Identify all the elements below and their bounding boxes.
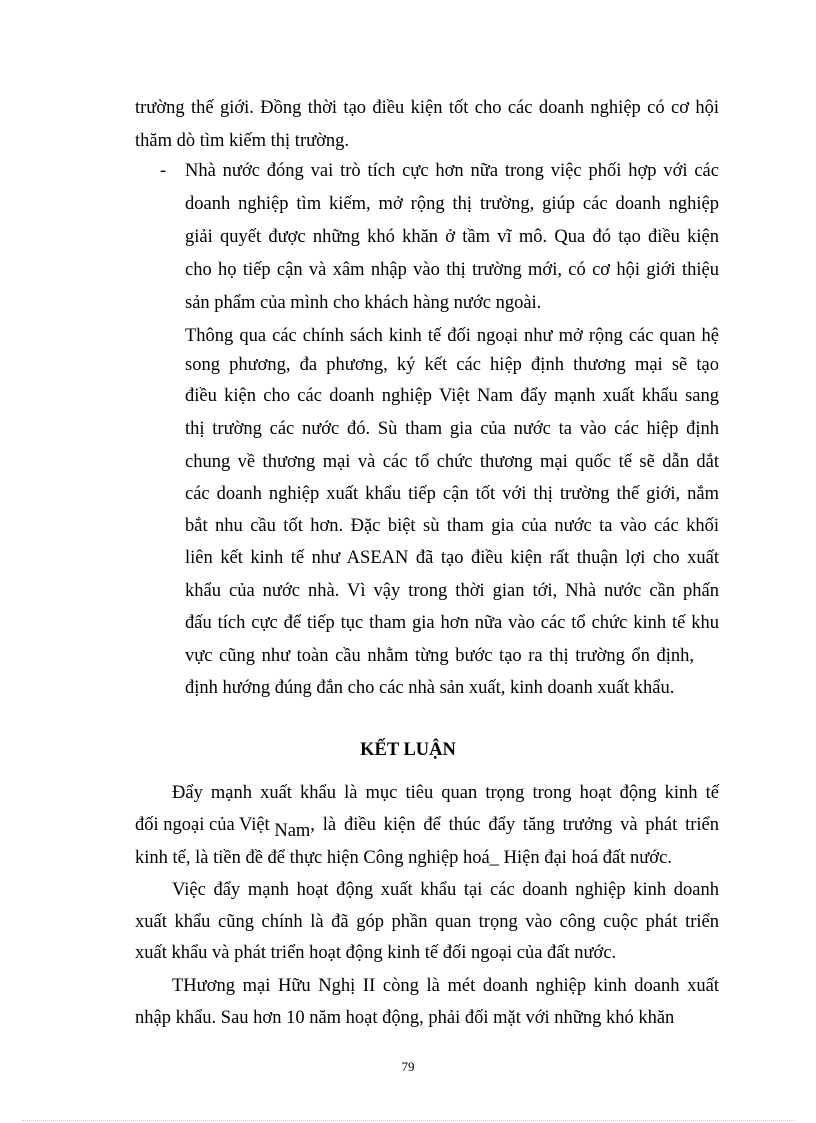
bullet-item-line: cho họ tiếp cận và xâm nhập vào thị trường mới, có cơ hội giới thiệu xyxy=(185,260,719,280)
bullet-item-line: giải quyết được những khó khăn ở tầm vĩ mô. Qua đó tạo điều kiện xyxy=(185,227,719,247)
section-heading: KẾT LUẬN xyxy=(360,740,456,760)
paragraph-line: kinh tế, là tiền đề để thực hiện Công nghiệp hoá_ Hiện đại hoá đất nước. xyxy=(135,848,672,868)
bullet-item-line: doanh nghiệp tìm kiếm, mở rộng thị trường, giúp các doanh nghiệp xyxy=(185,194,719,214)
paragraph-line: THương mại Hữu Nghị II còng là mét doanh nghiệp kinh doanh xuất xyxy=(172,976,719,996)
paragraph-line xyxy=(135,814,719,841)
paragraph-line: thăm dò tìm kiếm thị trường. xyxy=(135,131,350,151)
paragraph-line: Đẩy mạnh xuất khẩu là mục tiêu quan trọng trong hoạt động kinh tế xyxy=(172,783,719,803)
paragraph-line: định hướng đúng đắn cho các nhà sản xuất, kinh doanh xuất khẩu. xyxy=(185,678,675,698)
text-segment: , là điều kiện để thúc đẩy tăng trưởng và phát triển xyxy=(310,815,719,835)
paragraph-line: trường thế giới. Đồng thời tạo điều kiện tốt cho các doanh nghiệp có cơ hội xyxy=(135,98,719,118)
page-number: 79 xyxy=(401,1059,415,1074)
paragraph-line: song phương, đa phương, ký kết các hiệp định thương mại sẽ tạo xyxy=(185,355,719,375)
paragraph-line: điều kiện cho các doanh nghiệp Việt Nam đẩy mạnh xuất khẩu sang xyxy=(185,386,719,406)
lowered-text: Nam xyxy=(274,821,311,841)
paragraph-line: thị trường các nước đó. Sù tham gia của nước ta vào các hiệp định xyxy=(185,419,719,439)
paragraph-line: xuất khẩu và phát triển hoạt động kinh tế đối ngoại của đất nước. xyxy=(135,943,617,963)
paragraph-line: chung về thương mại và các tổ chức thương mại quốc tế sẽ dẫn dắt xyxy=(185,452,719,472)
bullet-item-line: Nhà nước đóng vai trò tích cực hơn nữa trong việc phối hợp với các xyxy=(185,161,719,181)
paragraph-line: Việc đẩy mạnh hoạt động xuất khẩu tại các doanh nghiệp kinh doanh xyxy=(172,880,719,900)
bullet-marker: - xyxy=(160,161,167,181)
paragraph-line: bắt nhu cầu tốt hơn. Đặc biệt sù tham gia của nước ta vào các khối xyxy=(185,516,719,536)
paragraph-line: Thông qua các chính sách kinh tế đối ngoại như mở rộng các quan hệ xyxy=(185,326,719,346)
paragraph-line: liên kết kinh tế như ASEAN đã tạo điều kiện rất thuận lợi cho xuất xyxy=(185,548,719,568)
bullet-item-line: sản phẩm của mình cho khách hàng nước ngoài. xyxy=(185,293,542,313)
paragraph-line: vực cũng như toàn cầu nhằm từng bước tạo ra thị trường ổn định, xyxy=(185,646,694,666)
paragraph-line: nhập khẩu. Sau hơn 10 năm hoạt động, phải đối mặt với những khó khăn xyxy=(135,1008,675,1028)
paragraph-line: xuất khẩu cũng chính là đã góp phần quan trọng vào công cuộc phát triển xyxy=(135,912,719,932)
paragraph-line: khẩu của nước nhà. Vì vậy trong thời gian tới, Nhà nước cần phấn xyxy=(185,581,719,601)
page-bottom-divider xyxy=(22,1120,794,1121)
text-segment: đối ngoại của Việt xyxy=(135,815,275,835)
paragraph-line: các doanh nghiệp xuất khẩu tiếp cận tốt với thị trường thế giới, nắm xyxy=(185,484,719,504)
paragraph-line: đấu tích cực để tiếp tục tham gia hơn nữa vào các tổ chức kinh tế khu xyxy=(185,613,719,633)
